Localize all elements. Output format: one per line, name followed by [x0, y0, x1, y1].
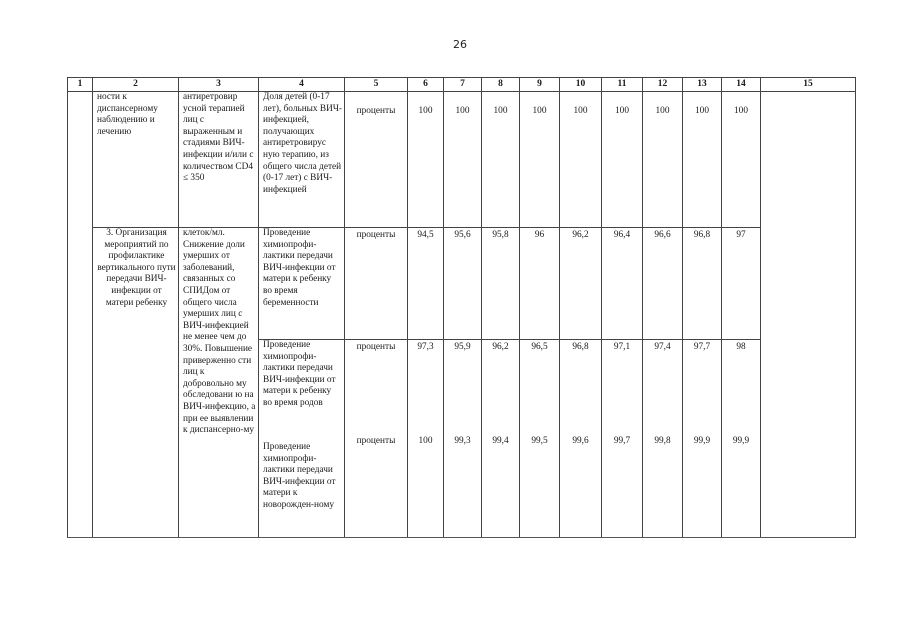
header-cell: 4	[259, 78, 345, 92]
table-row	[68, 92, 856, 228]
value-cell: 100	[683, 92, 722, 228]
value-cell: 97	[722, 228, 761, 340]
value-cell: 95,8	[482, 228, 520, 340]
header-cell: 1	[68, 78, 93, 92]
value-text: 96,2	[492, 342, 509, 352]
unit-cell	[345, 340, 408, 538]
value-text: 96,5	[531, 342, 548, 352]
unit-text: проценты	[356, 435, 396, 446]
header-cell: 5	[345, 78, 408, 92]
indicator-text: Проведение химиопрофи-лактики передачи ВИЧ-инфекции от матери к новорожден-ному	[263, 442, 336, 510]
value-text: 99,4	[492, 435, 509, 446]
value-cell	[683, 340, 722, 538]
value-text: 97,3	[417, 342, 434, 352]
value-cell: 100	[520, 92, 560, 228]
value-cell: 100	[408, 92, 444, 228]
value-text: 99,8	[654, 435, 671, 446]
col1-cell	[68, 92, 93, 538]
indicators-table	[67, 77, 856, 538]
value-cell: 96	[520, 228, 560, 340]
table-row	[68, 228, 856, 340]
value-text: 97,1	[613, 342, 631, 352]
value-cell	[408, 340, 444, 538]
value-text: 99,7	[613, 435, 631, 446]
value-text: 100	[418, 435, 433, 446]
header-cell: 7	[444, 78, 482, 92]
value-text: 99,9	[732, 435, 750, 446]
value-text: 95,9	[454, 342, 471, 352]
value-cell: 96,8	[683, 228, 722, 340]
value-cell: 96,2	[560, 228, 602, 340]
value-cell	[602, 340, 643, 538]
value-cell: 100	[722, 92, 761, 228]
header-cell: 15	[761, 78, 856, 92]
value-text: 97,7	[693, 342, 711, 352]
value-text: 99,5	[531, 435, 548, 446]
value-cell: 100	[482, 92, 520, 228]
page-number: 26	[453, 38, 467, 51]
value-cell: 100	[643, 92, 683, 228]
header-row	[68, 78, 856, 92]
header-cell: 2	[93, 78, 179, 92]
value-text: 99,9	[693, 435, 711, 446]
value-text: 97,4	[654, 342, 671, 352]
indicator-cell	[259, 340, 345, 538]
notes-cell	[761, 92, 856, 538]
value-cell	[560, 340, 602, 538]
header-cell: 8	[482, 78, 520, 92]
header-cell: 12	[643, 78, 683, 92]
task-text-cell: 3. Организация мероприятий по профилактике вертикального пути передачи ВИЧ-инфекции от матери ребенку	[93, 228, 179, 538]
header-cell: 14	[722, 78, 761, 92]
value-text: 98	[736, 342, 746, 352]
header-cell: 3	[179, 78, 259, 92]
header-cell: 6	[408, 78, 444, 92]
value-cell	[520, 340, 560, 538]
value-cell: 94,5	[408, 228, 444, 340]
header-cell: 11	[602, 78, 643, 92]
header-cell: 10	[560, 78, 602, 92]
value-text: 96,8	[572, 342, 589, 352]
indicator-text: Проведение химиопрофи-лактики передачи ВИЧ-инфекции от матери к ребенку во время родов	[263, 340, 336, 408]
unit-cell: проценты	[345, 228, 408, 340]
value-cell: 100	[602, 92, 643, 228]
indicator-cell: Проведение химиопрофи-лактики передачи ВИЧ-инфекции от матери к ребенку во время беременности	[259, 228, 345, 340]
target-text-cell: клеток/мл. Снижение доли умерших от заболеваний, связанных со СПИДом от общего числа умерших лиц с ВИЧ-инфекцией не менее чем до 30%. Повышение приверженно сти лиц к добровольно му обследовани ю на ВИЧ-инфекцию, а при ее выявлении к диспансерно-му	[179, 228, 259, 538]
task-text-cell: ности к диспансерному наблюдению и лечению	[93, 92, 179, 228]
unit-text: проценты	[356, 342, 396, 352]
indicator-cell: Доля детей (0-17 лет), больных ВИЧ-инфекцией, получающих антиретровирус ную терапию, из общего числа детей (0-17 лет) с ВИЧ-инфекцией	[259, 92, 345, 228]
value-text: 99,3	[454, 435, 471, 446]
value-cell	[643, 340, 683, 538]
bottom-rule	[67, 537, 855, 538]
header-cell: 9	[520, 78, 560, 92]
value-cell: 100	[560, 92, 602, 228]
header-cell: 13	[683, 78, 722, 92]
value-text: 99,6	[572, 435, 589, 446]
value-cell: 96,4	[602, 228, 643, 340]
value-cell	[722, 340, 761, 538]
value-cell	[482, 340, 520, 538]
value-cell: 100	[444, 92, 482, 228]
unit-cell: проценты	[345, 92, 408, 228]
value-cell	[444, 340, 482, 538]
target-text-cell: антиретровир усной терапией лиц с выраженным и стадиями ВИЧ-инфекции и/или с количеством CD4 ≤ 350	[179, 92, 259, 228]
value-cell: 95,6	[444, 228, 482, 340]
value-cell: 96,6	[643, 228, 683, 340]
